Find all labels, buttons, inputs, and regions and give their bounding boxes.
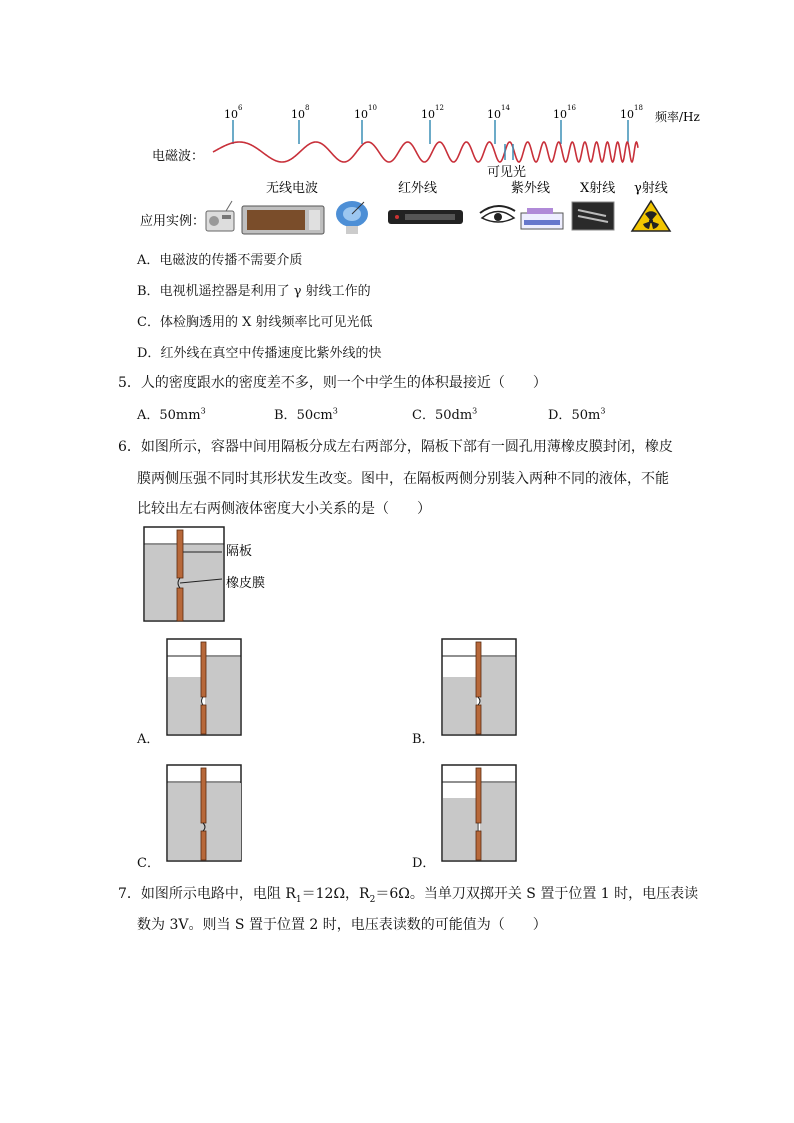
q5-option-a: A．$50mm^3$ xyxy=(137,406,206,423)
option-letter: C． xyxy=(137,315,160,330)
freq-tick-12 xyxy=(421,104,444,144)
remote-control-icon xyxy=(388,210,463,224)
q5-option-b: B．$50cm^3$ xyxy=(274,406,338,423)
svg-text:8: 8 xyxy=(305,104,310,112)
q6-option-a: A． xyxy=(137,732,160,747)
eye-icon xyxy=(480,206,515,222)
freq-tick-14 xyxy=(487,104,510,144)
svg-text:10: 10 xyxy=(368,104,377,112)
svg-text:18: 18 xyxy=(634,104,643,112)
q6-container-b xyxy=(440,637,520,737)
svg-text:6: 6 xyxy=(238,104,243,112)
band-infrared: 红外线 xyxy=(398,181,438,196)
freq-tick-16 xyxy=(553,104,576,144)
frequency-ticks xyxy=(224,104,700,144)
partition-label: 隔板 xyxy=(226,544,253,559)
svg-text:10: 10 xyxy=(487,108,501,121)
freq-tick-8 xyxy=(291,104,309,144)
svg-text:10: 10 xyxy=(291,108,305,121)
svg-text:10: 10 xyxy=(224,108,238,121)
em-wave-label: 电磁波： xyxy=(152,149,205,164)
freq-tick-10 xyxy=(354,104,377,144)
q6-container-a xyxy=(165,637,245,737)
option-text: 红外线在真空中传播速度比紫外线的快 xyxy=(160,346,382,361)
q5-option-d: D．$50m^3$ xyxy=(548,406,606,423)
q6-line-3: 比较出左右两侧液体密度大小关系的是（ ） xyxy=(137,501,431,517)
svg-text:10: 10 xyxy=(354,108,368,121)
q5-option-c: C．$50dm^3$ xyxy=(412,406,478,423)
svg-text:10: 10 xyxy=(553,108,567,121)
spectrum-figure xyxy=(0,0,794,250)
svg-text:10: 10 xyxy=(421,108,435,121)
microwave-icon xyxy=(242,206,324,234)
q4-option-b xyxy=(137,280,371,299)
q6-option-c: C． xyxy=(137,856,160,871)
q4-option-a xyxy=(137,249,302,268)
q4-option-c xyxy=(137,311,372,330)
band-gamma: γ射线 xyxy=(634,181,668,196)
band-xray: X射线 xyxy=(580,181,616,196)
option-letter: B． xyxy=(137,284,160,299)
frequency-unit: 频率/Hz xyxy=(655,110,700,124)
q6-reference-container xyxy=(140,525,280,625)
satellite-dish-icon xyxy=(336,201,368,234)
band-radio: 无线电波 xyxy=(266,181,319,196)
svg-text:10: 10 xyxy=(620,108,634,121)
option-text: 体检胸透用的 X 射线频率比可见光低 xyxy=(159,315,373,330)
q4-option-d xyxy=(137,342,381,361)
option-letter: D． xyxy=(137,346,161,361)
em-wave-curve xyxy=(213,142,638,162)
q6-container-c xyxy=(165,763,245,863)
q6-option-b: B． xyxy=(412,732,435,747)
q6-line-1: 6．如图所示，容器中间用隔板分成左右两部分，隔板下部有一圆孔用薄橡皮膜封闭，橡皮 xyxy=(118,439,673,455)
freq-tick-18 xyxy=(620,104,643,144)
q6-option-d: D． xyxy=(412,856,436,871)
band-ultraviolet: 紫外线 xyxy=(511,181,551,196)
q6-line-2: 膜两侧压强不同时其形状发生改变。图中，在隔板两侧分别装入两种不同的液体，不能 xyxy=(137,471,669,487)
radio-icon xyxy=(206,201,234,231)
membrane-label: 橡皮膜 xyxy=(226,576,266,591)
q6-container-d xyxy=(440,763,520,863)
option-text: 电磁波的传播不需要介质 xyxy=(159,253,303,268)
example-label: 应用实例： xyxy=(140,214,206,229)
svg-text:16: 16 xyxy=(567,104,576,112)
svg-text:14: 14 xyxy=(501,104,510,112)
uv-sterilizer-icon xyxy=(521,208,563,229)
svg-text:12: 12 xyxy=(435,104,444,112)
q7-line-2: 数为 3V。则当 S 置于位置 2 时，电压表读数的可能值为（ ） xyxy=(137,917,547,933)
q5-stem: 5．人的密度跟水的密度差不多，则一个中学生的体积最接近（ ） xyxy=(118,375,547,391)
option-letter: A． xyxy=(137,253,160,268)
freq-tick-6 xyxy=(224,104,243,144)
q7-line-1: 7．如图所示电路中，电阻 $R_1=12\Omega$，$R_2=6\Omega$。当单刀双掷开关 S 置于位置 1 时，电压表读 xyxy=(118,886,699,905)
xray-film-icon xyxy=(572,202,614,230)
radiation-icon xyxy=(632,201,670,231)
svg-text:可见光: 可见光 xyxy=(487,165,527,180)
option-text: 电视机遥控器是利用了 γ 射线工作的 xyxy=(159,284,371,299)
